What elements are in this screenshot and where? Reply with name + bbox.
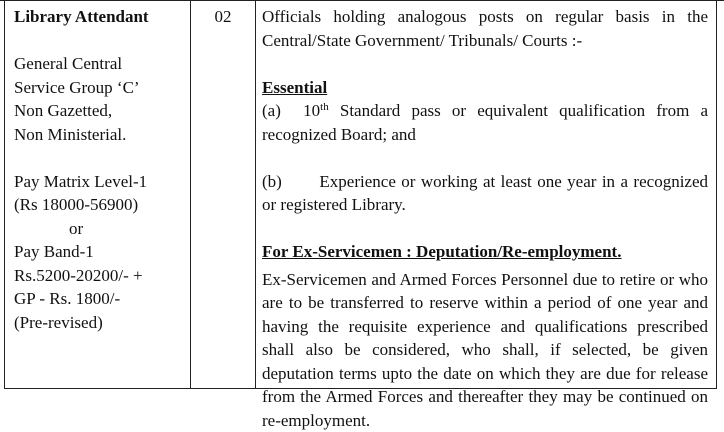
vacancies-column — [196, 5, 250, 29]
classification-line: Service Group ‘C’ — [14, 76, 189, 100]
classification-line: General Central — [14, 52, 189, 76]
essential-heading: Essential — [262, 76, 708, 100]
pay-line: Pay Band-1 — [14, 240, 189, 264]
classification-line: Non Gazetted, — [14, 99, 189, 123]
pay-line: Pay Matrix Level-1 — [14, 170, 189, 194]
pay-line: Rs.5200-20200/- + — [14, 264, 189, 288]
item-a-label: (a) — [262, 99, 292, 123]
post-title: Library Attendant — [14, 5, 189, 29]
pay-or: or — [14, 217, 189, 241]
method-intro: Officials holding analogous posts on regular basis in the Central/State Government/ Tribunals/ Courts :- — [262, 5, 708, 52]
table-right-border — [716, 0, 717, 388]
exserv-text: Ex-Servicemen and Armed Forces Personnel due to retire or who are to be transferred to reserve within a period of one year and having the requisite experience and qualifications prescribed shall also be considered, who shall, if selected, be given deputation terms upto the date on which they are due for release from the Armed Forces and thereafter they may be continued on re-employment. — [262, 268, 708, 432]
column-divider-2 — [255, 0, 256, 388]
classification-line: Non Ministerial. — [14, 123, 189, 147]
essential-item-b — [262, 170, 708, 217]
column-divider-1 — [190, 0, 191, 388]
item-b-label: (b) — [262, 170, 314, 194]
method-column — [262, 5, 708, 432]
post-column — [14, 5, 189, 334]
item-a-sup: th — [320, 101, 329, 113]
item-b-text: Experience or working at least one year in a recognized or registered Library. — [262, 172, 708, 215]
item-a-pre: 10 — [303, 101, 320, 120]
pay-line: (Rs 18000-56900) — [14, 193, 189, 217]
pay-line: GP - Rs. 1800/- — [14, 287, 189, 311]
table-top-border — [0, 0, 724, 1]
exserv-heading: For Ex-Servicemen : Deputation/Re-employment. — [262, 240, 708, 264]
item-a-post: Standard pass or equivalent qualification from a recognized Board; and — [262, 101, 708, 144]
table-left-border — [4, 0, 5, 388]
pay-line: (Pre-revised) — [14, 311, 189, 335]
vacancies-count: 02 — [215, 7, 232, 26]
essential-item-a — [262, 99, 708, 146]
